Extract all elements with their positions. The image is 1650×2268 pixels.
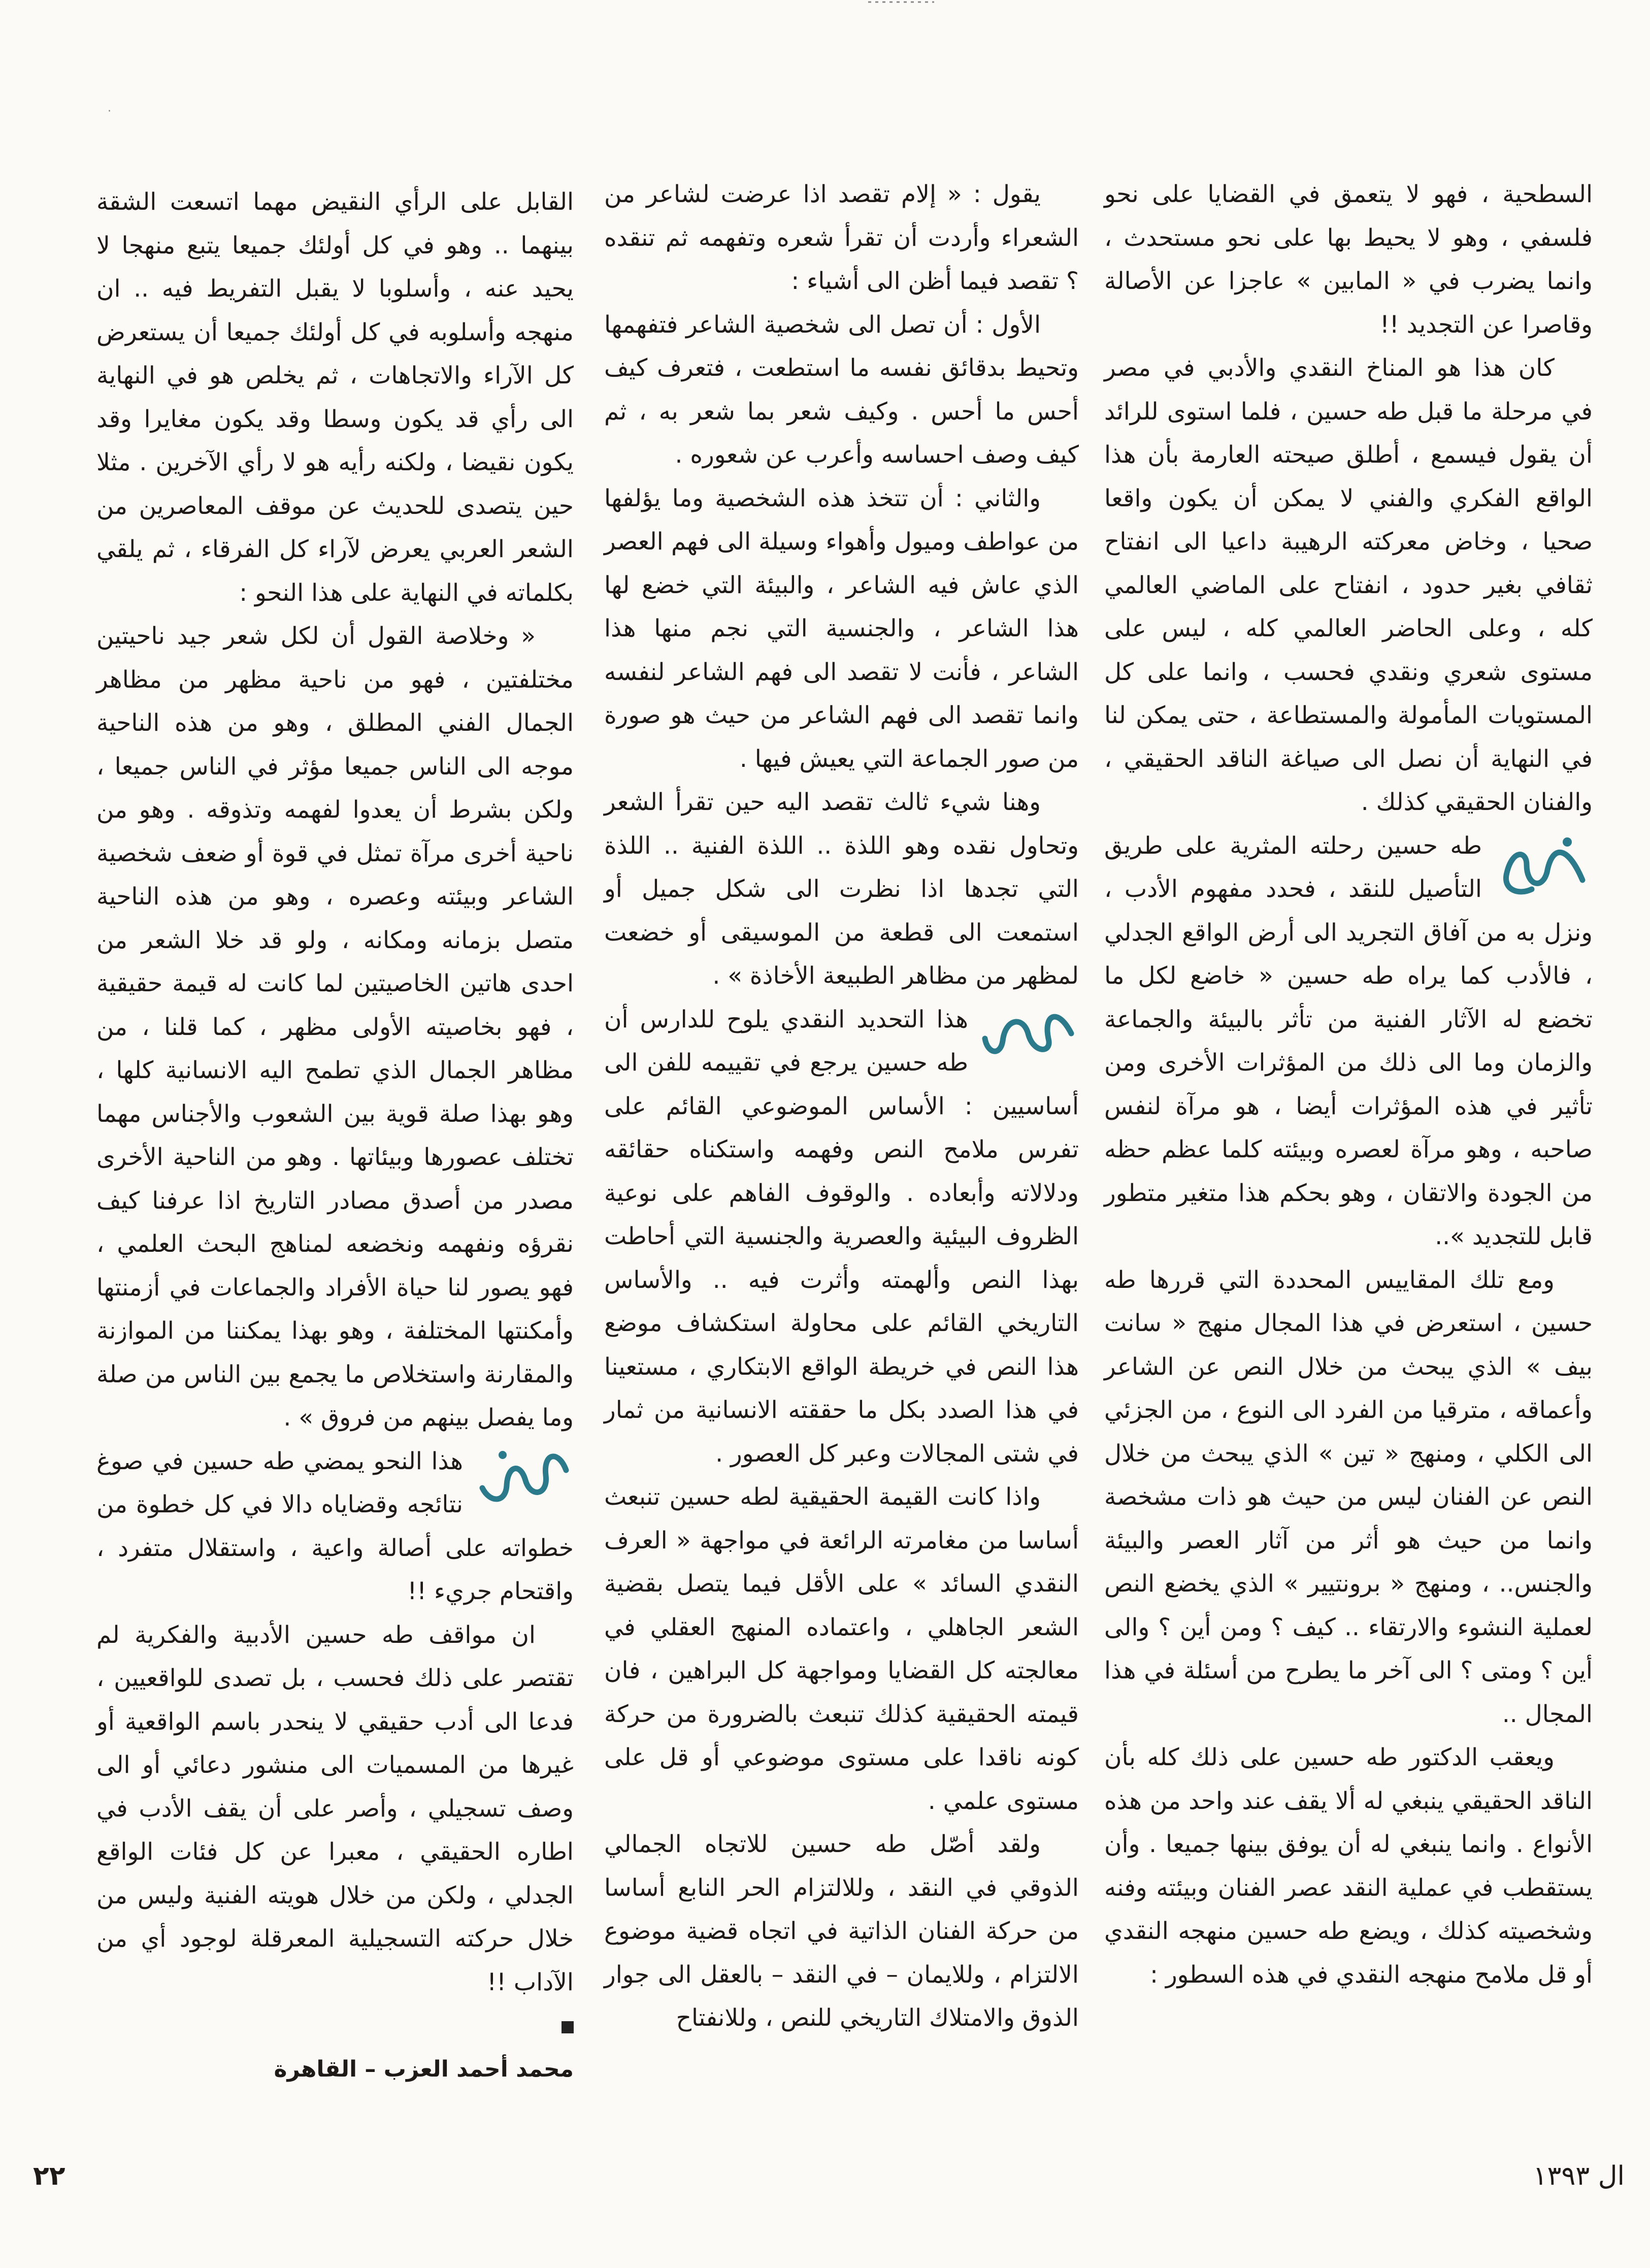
paragraph: ولقد أصّل طه حسين للاتجاه الجمالي الذوقي في النقد ، وللالتزام الحر النابع أساسا من حركة الفنان الذاتية في اتجاه قضية موضوع الالتزام ، وللايمان – في النقد – بالعقل الى جوار الذوق والامتلاك التاريخي للنص ، وللانفتاح [604,1830,1079,2032]
paragraph: والثاني : أن تتخذ هذه الشخصية وما يؤلفها من عواطف وميول وأهواء وسيلة الى فهم العصر الذي عاش فيه الشاعر ، والبيئة التي خضع لها هذا الشاعر ، والجنسية التي نجم منها هذا الشاعر ، فأنت لا تقصد الى فهم الشاعر لنفسه وانما تقصد الى فهم الشاعر من حيث هو صورة من صور الجماعة التي يعيش فيها . [604,484,1079,773]
paragraph: الأول : أن تصل الى شخصية الشاعر فتفهمها وتحيط بدقائق نفسه ما استطعت ، فتعرف كيف أحس ما أحس . وكيف شعر بما شعر به ، ثم كيف وصف احساسه وأعرب عن شعوره . [604,310,1079,469]
calligraphic-flourish [977,998,1079,1064]
quote-paragraph: « وخلاصة القول أن لكل شعر جيد ناحيتين مختلفتين ، فهو من ناحية مظهر من مظاهر الجمال الفني المطلق ، وهو من هذه الناحية موجه الى الناس جميعا مؤثر في الناس جميعا ، ولكن بشرط أن يعدوا لفهمه وتذوقه . وهو من ناحية أخرى مرآة تمثل في قوة أو ضعف شخصية الشاعر وبيئته وعصره ، وهو من هذه الناحية متصل بزمانه ومكانه ، ولو قد خلا الشعر من احدى هاتين الخاصيتين لما كانت له قيمة حقيقية ، فهو بخاصيته الأولى مظهر ، كما قلنا ، من مظاهر الجمال الذي تطمح اليه الانسانية كلها ، وهو بهذا صلة قوية بين الشعوب والأجناس مهما تختلف عصورها وبيئاتها . وهو من الناحية الأخرى مصدر من أصدق مصادر التاريخ اذا عرفنا كيف نقرؤه ونفهمه ونخضعه لمناهج البحث العلمي ، فهو يصور لنا حياة الأفراد والجماعات في أزمنتها وأمكنتها المختلفة ، وهو بهذا يمكننا من الموازنة والمقارنة واستخلاص ما يجمع بين الناس من صلة وما يفصل بينهم من فروق » . [96,622,574,1432]
paragraph: وهنا شيء ثالث تقصد اليه حين تقرأ الشعر وتحاول نقده وهو اللذة .. اللذة الفنية .. اللذة التي تجدها اذا نظرت الى شكل جميل أو استمعت الى قطعة من الموسيقى أو خضعت لمظهر من مظاهر الطبيعة الأخاذة » . [604,788,1079,990]
article-end [96,2004,574,2048]
issue-date-folio: ال ١٣٩٣ [1533,2161,1625,2191]
paragraph-with-flourish [1104,824,1593,1258]
top-edge-fragment [863,0,939,13]
article-column-right [1104,173,1593,1996]
paragraph: يقول : « إلام تقصد اذا عرضت لشاعر من الشعراء وأردت أن تقرأ شعره وتفهمه ثم تنقده ؟ تقصد فيما أظن الى أشياء : [604,180,1079,295]
article-column-middle [604,173,1079,2040]
paragraph: واذا كانت القيمة الحقيقية لطه حسين تنبعث أساسا من مغامرته الرائعة في مواجهة « العرف النقدي السائد » على الأقل فيما يتصل بقضية الشعر الجاهلي ، واعتماده المنهج العقلي في معالجته كل القضايا ومواجهة كل البراهين ، فان قيمته الحقيقية كذلك تنبعث بالضرورة من حركة كونه ناقدا على مستوى موضوعي أو قل على مستوى علمي . [604,1483,1079,1815]
paragraph-with-flourish [604,998,1079,1476]
calligraphic-flourish [1491,824,1593,905]
end-mark-icon [562,2021,574,2033]
paragraph-with-flourish [96,1440,574,1613]
paragraph: القابل على الرأي النقيض مهما اتسعت الشقة بينهما .. وهو في كل أولئك جميعا يتبع منهجا لا يحيد عنه ، وأسلوبا لا يقبل التفريط فيه .. ان منهجه وأسلوبه في كل أولئك جميعا أن يستعرض كل الآراء والاتجاهات ، ثم يخلص هو في النهاية الى رأي قد يكون وسطا وقد يكون مغايرا وقد يكون نقيضا ، ولكنه رأيه هو لا رأي الآخرين . مثلا حين يتصدى للحديث عن موقف المعاصرين من الشعر العربي يعرض لآراء كل الفرقاء ، ثم يلقي بكلماته في النهاية على هذا النحو : [96,188,574,607]
paragraph: كان هذا هو المناخ النقدي والأدبي في مصر في مرحلة ما قبل طه حسين ، فلما استوى للرائد أن يقول فيسمع ، أطلق صيحته العارمة بأن هذا الواقع الفكري والفني لا يمكن أن يكون واقعا صحيا ، وخاض معركته الرهيبة داعيا الى انفتاح ثقافي بغير حدود ، انفتاح على الماضي العالمي كله ، وعلى الحاضر العالمي كله ، ليس على مستوى شعري ونقدي فحسب ، وانما على كل المستويات المأمولة والمستطاعة ، حتى يمكن لنا في النهاية أن نصل الى صياغة الناقد الحقيقي ، والفنان الحقيقي كذلك . [1104,354,1593,816]
page-number: ٢٢ [33,2161,65,2191]
author-signature: محمد أحمد العزب – القاهرة [274,2056,574,2082]
paragraph-text: هذا النحو يمضي طه حسين في صوغ نتائجه وقضاياه دالا في كل خطوة من خطواته على أصالة واعية ، واستقلال متفرد ، واقتحام جريء !! [96,1447,574,1605]
paragraph-text: طه حسين رحلته المثرية على طريق التأصيل للنقد ، فحدد مفهوم الأدب ، ونزل به من آفاق التجريد الى أرض الواقع الجدلي ، فالأدب كما يراه طه حسين « خاضع لكل ما تخضع له الآثار الفنية من تأثر بالبيئة والجماعة والزمان وما الى ذلك من المؤثرات الأخرى ومن تأثير في هذه المؤثرات أيضا ، هو مرآة لنفس صاحبه ، وهو مرآة لعصره وبيئته كلما عظم حظه من الجودة والاتقان ، وهو بحكم هذا متغير متطور قابل للتجديد ».. [1104,831,1593,1250]
paragraph-text: هذا التحديد النقدي يلوح للدارس أن طه حسين يرجع في تقييمه للفن الى أساسيين : الأساس الموضوعي القائم على تفرس ملامح النص وفهمه واستكناه حقائقه ودلالاته وأبعاده . والوقوف الفاهم على نوعية الظروف البيئية والعصرية والجنسية التي أحاطت بهذا النص وألهمته وأثرت فيه .. والأساس التاريخي القائم على محاولة استكشاف موضع هذا النص في خريطة الواقع الابتكاري ، مستعينا في هذا الصدد بكل ما حققته الانسانية من ثمار في شتى المجالات وعبر كل العصور . [604,1005,1079,1468]
paragraph: ويعقب الدكتور طه حسين على ذلك كله بأن الناقد الحقيقي ينبغي له ألا يقف عند واحد من هذه الأنواع . وانما ينبغي له أن يوفق بينها جميعا . وأن يستقطب في عملية النقد عصر الفنان وبيئته وفنه وشخصيته كذلك ، ويضع طه حسين منهجه النقدي أو قل ملامح منهجه النقدي في هذه السطور : [1104,1743,1593,1989]
calligraphic-flourish [472,1440,574,1511]
paragraph: السطحية ، فهو لا يتعمق في القضايا على نحو فلسفي ، وهو لا يحيط بها على نحو مستحدث ، وانما يضرب في « المابين » عاجزا عن الأصالة وقاصرا عن التجديد !! [1104,180,1593,339]
paragraph: ومع تلك المقاييس المحددة التي قررها طه حسين ، استعرض في هذا المجال منهج « سانت بيف » الذي يبحث من خلال النص عن الشاعر وأعماقه ، مترقيا من الفرد الى النوع ، من الجزئي الى الكلي ، ومنهج « تين » الذي يبحث من خلال النص عن الفنان ليس من حيث هو ذات مشخصة وانما من حيث هو أثر من آثار العصر والبيئة والجنس.. ، ومنهج « برونتيير » الذي يخضع النص لعملية النشوء والارتقاء .. كيف ؟ ومن أين ؟ والى أين ؟ ومتى ؟ الى آخر ما يطرح من أسئلة في هذا المجال .. [1104,1266,1593,1728]
paragraph: ان مواقف طه حسين الأدبية والفكرية لم تقتصر على ذلك فحسب ، بل تصدى للواقعيين ، فدعا الى أدب حقيقي لا ينحدر باسم الواقعية أو غيرها من المسميات الى منشور دعائي أو الى وصف تسجيلي ، وأصر على أن يقف الأدب في اطاره الحقيقي ، معبرا عن كل فئات الواقع الجدلي ، ولكن من خلال هويته الفنية وليس من خلال حركته التسجيلية المعرقلة لوجود أي من الآداب !! [96,1621,574,1996]
scan-dot: · [108,105,111,118]
article-column-left [96,180,574,2091]
